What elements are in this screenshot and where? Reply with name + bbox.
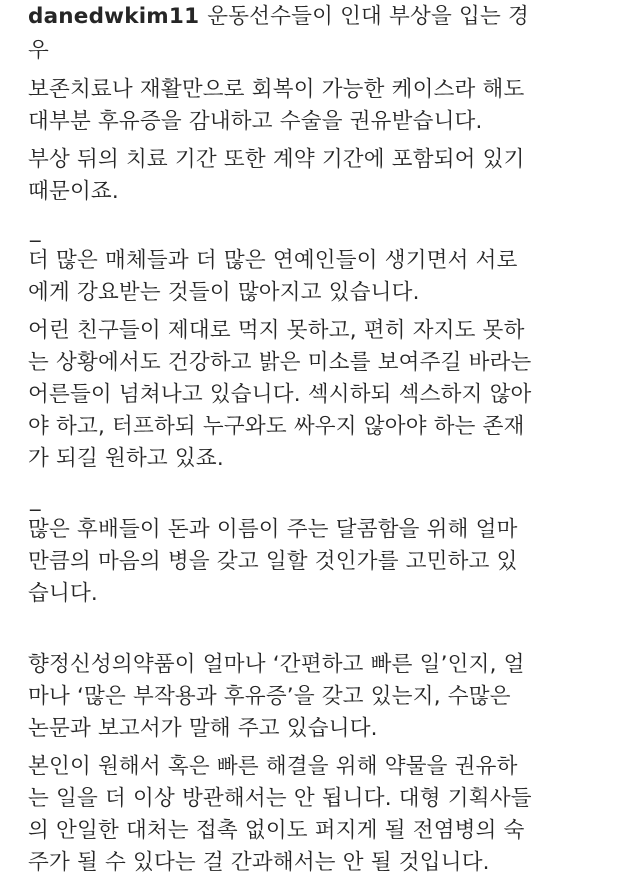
caption-line: 습니다. xyxy=(28,581,98,606)
caption-line: 에게 강요받는 것들이 많아지고 있습니다. xyxy=(28,280,420,305)
caption-line: 어린 친구들이 제대로 먹지 못하고, 편히 자지도 못하 xyxy=(28,318,525,343)
caption-line: 어른들이 넘쳐나고 있습니다. 섹시하되 섹스하지 않아 xyxy=(28,382,532,407)
caption-line: 더 많은 매체들과 더 많은 연예인들이 생기면서 서로 xyxy=(28,248,518,273)
caption-line: 때문이죠. xyxy=(28,179,119,204)
caption-line: 대부분 후유증을 감내하고 수술을 권유받습니다. xyxy=(28,109,483,134)
caption-line: 는 일을 더 이상 방관해서는 안 됩니다. 대형 기획사들 xyxy=(28,786,532,811)
separator: _ xyxy=(30,218,41,242)
caption-line: 마나 ‘많은 부작용과 후유증’을 갖고 있는지, 수많은 xyxy=(28,684,511,709)
caption-line: 보존치료나 재활만으로 회복이 가능한 케이스라 해도 xyxy=(28,77,525,102)
caption-text: 운동선수들이 인대 부상을 입는 경 xyxy=(207,4,529,29)
username-link[interactable]: danedwkim11 xyxy=(28,4,200,29)
caption-line: 논문과 보고서가 말해 주고 있습니다. xyxy=(28,716,378,741)
caption-line: 만큼의 마음의 병을 갖고 일할 것인가를 고민하고 있 xyxy=(28,549,518,574)
caption-line: 의 안일한 대처는 접촉 없이도 퍼지게 될 전염병의 숙 xyxy=(28,818,525,843)
caption-line: 가 되길 원하고 있죠. xyxy=(28,446,224,471)
caption-line: 야 하고, 터프하되 누구와도 싸우지 않아야 하는 존재 xyxy=(28,414,525,439)
caption-line: 우 xyxy=(28,38,49,63)
separator: _ xyxy=(30,487,41,511)
caption-line: 많은 후배들이 돈과 이름이 주는 달콤함을 위해 얼마 xyxy=(28,517,518,542)
caption-line: 는 상황에서도 건강하고 밝은 미소를 보여주길 바라는 xyxy=(28,350,532,375)
caption-line: 향정신성의약품이 얼마나 ‘간편하고 빠른 일’인지, 얼 xyxy=(28,652,525,677)
caption-line xyxy=(28,2,529,32)
caption-line: 본인이 원해서 혹은 빠른 해결을 위해 약물을 권유하 xyxy=(28,754,518,779)
caption-line: 부상 뒤의 치료 기간 또한 계약 기간에 포함되어 있기 xyxy=(28,147,525,172)
caption-line: 주가 될 수 있다는 걸 간과해서는 안 될 것입니다. xyxy=(28,850,490,875)
